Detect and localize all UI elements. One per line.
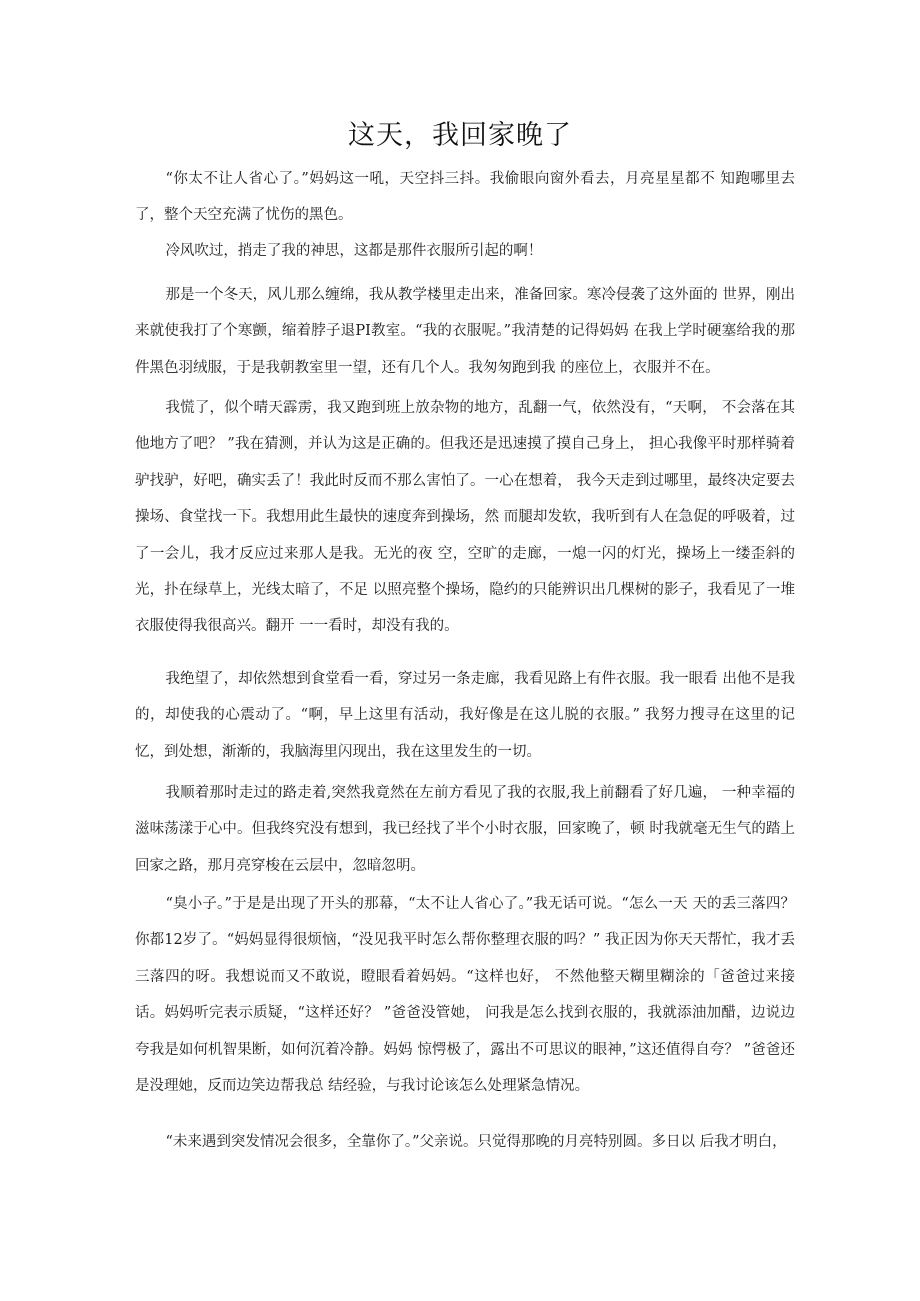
paragraph-3: 那是一个冬天，风儿那么缠绵，我从教学楼里走出来，准备回家。寒冷侵袭了这外面的 世界，刚出来就使我打了个寒颤，缩着脖子退PI教室。“我的衣服呢。”我清楚的记得妈妈 在我上学时硬塞给我的那件黑色羽绒服，于是我朝教室里一望，还有几个人。我匆匆跑到我 的座位上，衣服并不在。 [135,287,795,376]
paragraph-5: 我绝望了，却依然想到食堂看一看，穿过另一条走廊，我看见路上有件衣服。我一眼看 出他不是我的，却使我的心震动了。“啊，早上这里有活动，我好像是在这儿脱的衣服。” 我努力搜寻在这里的记忆，到处想，渐渐的，我脑海里闪现出，我在这里发生的一切。 [135,671,795,760]
paragraph-6: 我顺着那时走过的路走着,突然我竟然在左前方看见了我的衣服,我上前翻看了好几遍， 一种幸福的滋味荡漾于心中。但我终究没有想到，我已经找了半个小时衣服，回家晚了，顿 时我就毫无生气的踏上回家之路，那月亮穿梭在云层中，忽暗忽明。 [135,785,795,874]
essay-title: 这天，我回家晚了 [348,120,572,151]
paragraph-1: “你太不让人省心了。”妈妈这一吼，天空抖三抖。我偷眼向窗外看去，月亮星星都不 知跑哪里去了，整个天空充满了忧伤的黑色。 [135,171,795,224]
paragraph-2: 冷风吹过，捎走了我的神思，这都是那件衣服所引起的啊！ [165,243,543,259]
paragraph-7: “臭小子。”于是是出现了开头的那幕，“太不让人省心了。”我无话可说。“怎么一天 天的丢三落四？你都12岁了。“妈妈显得很烦恼，“没见我平时怎么帮你整理衣服的吗？” 我正因为你天天帮忙，我才丢三落四的呀。我想说而又不敢说，瞪眼看着妈妈。“这样也好， 不然他整天糊里糊涂的「爸爸过来接话。妈妈听完表示质疑，“这样还好？ ”爸爸没管她， 问我是怎么找到衣服的，我就添油加醋，边说边夸我是如何机智果断，如何沉着冷静。妈妈 惊愕极了，露出不可思议的眼神，”这还值得自夸？ ”爸爸还是没理她，反而边笑边帮我总 结经验，与我讨论该怎么处理紧急情况。 [135,896,795,1095]
paragraph-4: 我慌了，似个晴天霹雳，我又跑到班上放杂物的地方，乱翻一气，依然没有，“天啊， 不会落在其他地方了吧？ ”我在猜测，并认为这是正确的。但我还是迅速摸了摸自己身上， 担心我像平时那样骑着驴找驴，好吧，确实丢了！我此时反而不那么害怕了。一心在想着， 我今天走到过哪里，最终决定要去操场、食堂找一下。我想用此生最快的速度奔到操场，然 而腿却发软，我听到有人在急促的呼吸着，过了一会儿，我才反应过来那人是我。无光的夜 空，空旷的走廊，一熄一闪的灯光，操场上一缕歪斜的光，扑在绿草上，光线太暗了，不足 以照亮整个操场，隐约的只能辨识出几棵树的影子，我看见了一堆衣服使得我很高兴。翻开 一一看时，却没有我的。 [135,400,795,635]
paragraph-8: “未来遇到突发情况会很多，全靠你了。”父亲说。只觉得那晚的月亮特别圆。多日以 后我才明白， [165,1134,787,1150]
